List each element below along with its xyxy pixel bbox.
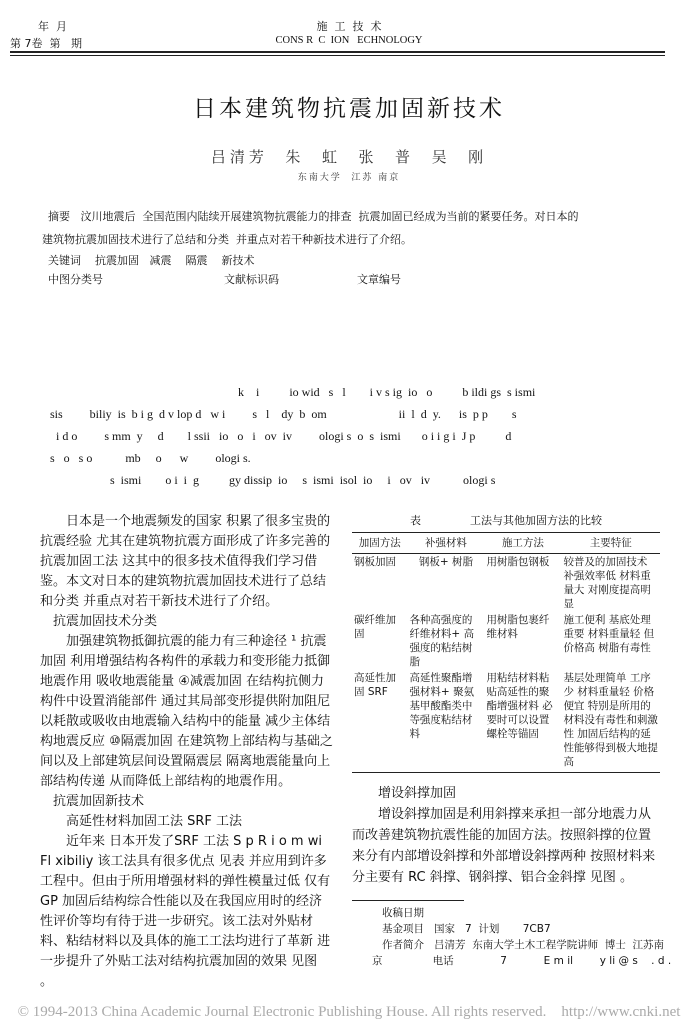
journal-name-en: CONS R C ION ECHNOLOGY bbox=[275, 35, 423, 46]
english-abstract-line: s o s o mb o w ologi s. bbox=[50, 451, 251, 465]
table-cell: 高延性聚酯增强材料+ 聚氨基甲酸酯类中等强度粘结材料 bbox=[407, 670, 484, 773]
table-cell: 施工便利 基底处理重要 材料重量轻 但价格高 树脂有毒性 bbox=[563, 614, 655, 654]
srf-paragraph: 近年来 日本开发了SRF 工法 S p R i o m wi Fl xibiliy 该工法具有很多优点 见表 并应用到许多工程中。但由于所用增强材料的弹性模量过低 仅有 GP 加固后结构综合性能以及在我国应用时的经济性评价等均有待于进一步研究。该工法对外贴材料、粘结材料以及具体的施工工法均进行了革新 进一步提升了外贴工法对结构抗震加固的效果 见图 。 bbox=[40, 834, 331, 989]
brace-section bbox=[352, 783, 660, 888]
keywords: 关键词 抗震加固 减震 隔震 新技术 bbox=[48, 254, 255, 267]
left-column bbox=[40, 512, 334, 992]
classification-paragraph: 加强建筑物抵御抗震的能力有三种途径 ¹ 抗震加固 利用增强结构各构件的承载力和变形能力抵御地震作用 吸收地震能量 ④减震加固 在结构抗侧力构件中设置消能部件 通过其局部变形提供附加阻尼以耗散或吸收由地震输入结构中的能量 减少主体结构地震反应 ⑩隔震加固 在建筑物上部结构与基础之间以及上部建筑层间设置隔震层 隔离地震能量向上部结构传递 从而降低上部结构的地震作用。 bbox=[40, 634, 333, 789]
brace-paragraph: 增设斜撑加固是利用斜撑来承担一部分地震力从而改善建筑物抗震性能的加固方法。按照斜撑的位置来分有内部增设斜撑和外部增设斜撑两种 按照材料来分主要有 RC 斜撑、钢斜撑、铝合金斜撑 见图 。 bbox=[352, 807, 656, 885]
authors: 吕清芳 朱 虹 张 普 吴 刚 bbox=[210, 148, 488, 166]
english-abstract-line: i d o s mm y d l ssii io o i ov iv ologi s o s ismi o i i g i J p d bbox=[56, 429, 512, 443]
header-rule bbox=[10, 51, 665, 53]
footnote-contact: 京 电话 7 E m il y li @ s . d . bbox=[372, 955, 672, 967]
english-abstract-line: sis biliy is b i g d v lop d w i s l dy b om ii l d y. is p p s bbox=[50, 407, 517, 421]
header-rule-2 bbox=[10, 55, 665, 56]
table-cell: 碳纤维加固 bbox=[354, 614, 396, 640]
table-header: 补强材料 bbox=[407, 533, 484, 554]
table-caption: 表 工法与其他加固方法的比较 bbox=[410, 514, 602, 527]
affiliation: 东南大学 江苏 南京 bbox=[297, 173, 401, 183]
section-heading: 抗震加固新技术 bbox=[53, 794, 145, 809]
table-row bbox=[352, 670, 660, 773]
footnote-rule bbox=[352, 900, 464, 901]
footnote-received: 收稿日期 bbox=[382, 907, 424, 919]
right-column bbox=[352, 512, 672, 969]
table-cell: 较普及的加固技术 补强效率低 材料重量大 对刚度提高明显 bbox=[563, 556, 651, 610]
issue-date: 年 月 bbox=[38, 20, 67, 33]
footnote-author: 作者简介 吕清芳 东南大学土木工程学院讲师 博士 江苏南 bbox=[382, 939, 665, 951]
english-keywords-line: s ismi o i i g gy dissip io s ismi isol io i ov iv ologi s bbox=[110, 473, 496, 487]
table-cell: 基层处理简单 工序少 材料重量轻 价格便宜 特别是所用的材料没有毒性和刺激性 加固后结构的延性能够得到极大地提高 bbox=[561, 670, 660, 773]
issue-volume: 第 7卷 第 期 bbox=[10, 37, 82, 50]
comparison-table bbox=[352, 532, 660, 773]
article-title: 日本建筑物抗震加固新技术 bbox=[193, 96, 505, 122]
table-row bbox=[352, 554, 660, 613]
table-cell: 高延性加固 SRF bbox=[352, 670, 407, 773]
table-header: 主要特征 bbox=[561, 533, 660, 554]
table-header: 加固方法 bbox=[352, 533, 407, 554]
footnote-funding: 基金项目 国家 7 计划 7CB7 bbox=[382, 923, 551, 935]
copyright-watermark: © 1994-2013 China Academic Journal Electronic Publishing House. All rights reserved. http://www.cnki.net bbox=[17, 1004, 681, 1020]
section-heading: 抗震加固技术分类 bbox=[53, 614, 158, 629]
table-row bbox=[352, 612, 660, 670]
table-header: 施工方法 bbox=[484, 533, 561, 554]
journal-name-cn: 施 工 技 术 bbox=[316, 20, 382, 33]
table-cell: 用树脂包钢板 bbox=[486, 556, 550, 568]
section-heading: 增设斜撑加固 bbox=[378, 786, 457, 801]
english-abstract-line: k i io wid s l i v s ig io o b ildi gs s ismi bbox=[238, 385, 536, 399]
subsection-heading: 高延性材料加固工法 SRF 工法 bbox=[66, 814, 243, 829]
abstract-line-2: 建筑物抗震加固技术进行了总结和分类 并重点对若干种新技术进行了介绍。 bbox=[42, 233, 412, 246]
intro-paragraph: 日本是一个地震频发的国家 积累了很多宝贵的抗震经验 尤其在建筑物抗震方面形成了许多完善的抗震加固工法 这其中的很多技术值得我们学习借鉴。本文对日本的建筑物抗震加固技术进行了总结和分类 并重点对若干新技术进行了介绍。 bbox=[40, 514, 331, 609]
table-cell: 钢板+ 树脂 bbox=[418, 556, 473, 568]
table-cell: 用粘结材料粘贴高延性的聚酯增强材料 必要时可以设置螺栓等锚固 bbox=[484, 670, 561, 773]
article-number-label: 文章编号 bbox=[357, 273, 401, 286]
document-code-label: 文献标识码 bbox=[224, 273, 279, 286]
table-cell: 各种高强度的纤维材料+ 高强度的粘结树脂 bbox=[409, 614, 475, 668]
abstract-line-1: 摘要 汶川地震后 全国范围内陆续开展建筑物抗震能力的排查 抗震加固已经成为当前的紧要任务。对日本的 bbox=[48, 210, 579, 223]
table-cell: 钢板加固 bbox=[354, 556, 396, 568]
clc-number-label: 中图分类号 bbox=[48, 273, 103, 286]
table-cell: 用树脂包裹纤维材料 bbox=[486, 614, 550, 640]
